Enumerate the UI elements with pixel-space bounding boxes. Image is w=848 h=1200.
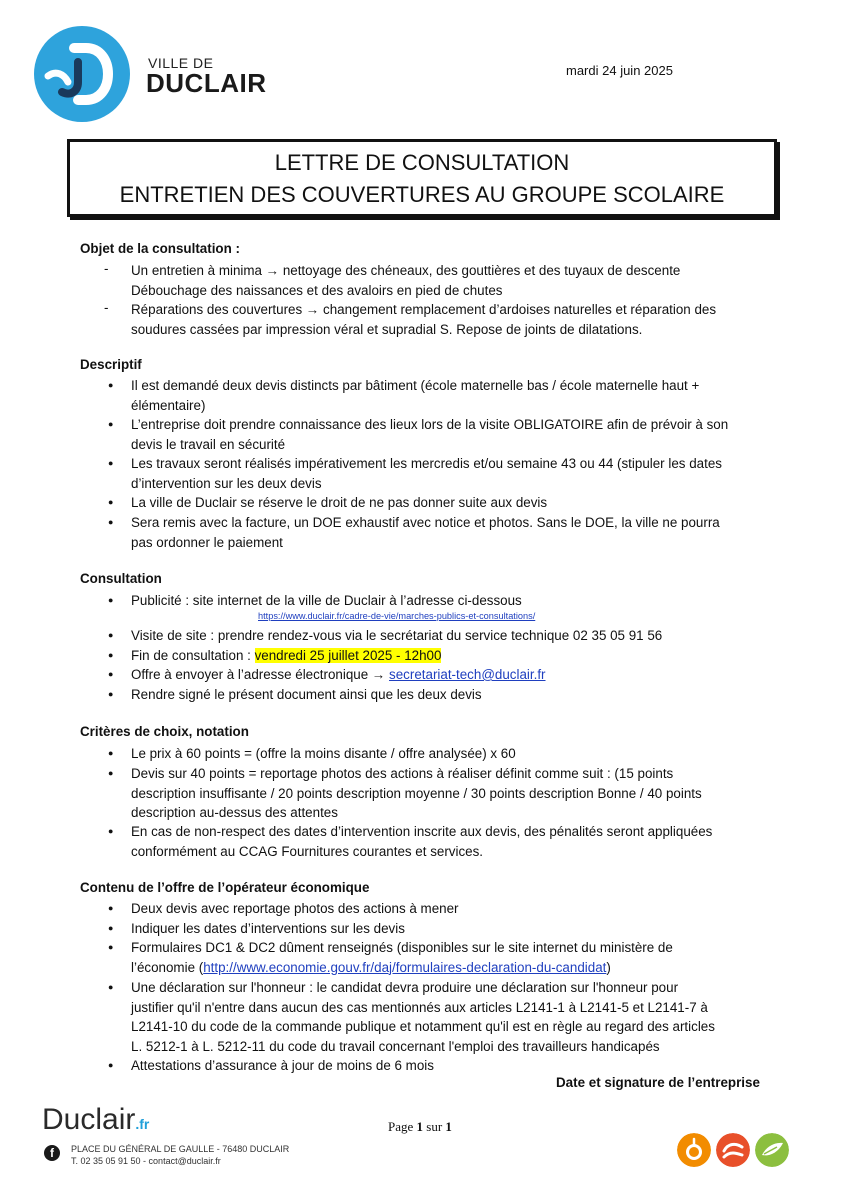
duclair-logo-icon xyxy=(34,26,130,122)
descriptif-item-5-line-2: pas ordonner le paiement xyxy=(131,534,283,550)
objet-item-1-line-1: Un entretien à minima → nettoyage des chéneaux, des gouttières et des tuyaux de descente xyxy=(131,263,681,278)
bullet-marker: ● xyxy=(108,982,114,992)
envoi-label: Offre à envoyer à l’adresse électronique → xyxy=(131,667,390,682)
bullet-marker: ● xyxy=(108,630,114,640)
footer-brand-suffix: .fr xyxy=(135,1116,150,1132)
section-heading-contenu: Contenu de l’offre de l’opérateur économique xyxy=(80,880,370,895)
formulaires-prefix: l’économie ( xyxy=(131,959,204,975)
orange-badge-icon xyxy=(677,1133,711,1167)
contenu-item-declaration-line-1: Une déclaration sur l'honneur : le candidat devra produire une déclaration sur l'honneur pour xyxy=(131,980,679,995)
footer-address-line-1: PLACE DU GÉNÉRAL DE GAULLE - 76480 DUCLAIR xyxy=(71,1144,290,1154)
criteres-item-devis-line-2: description insuffisante / 20 points description moyenne / 30 points description Bonne / 40 points xyxy=(131,785,702,801)
contenu-item-formulaires-line-2 xyxy=(131,958,771,978)
title-line-2: ENTRETIEN DES COUVERTURES AU GROUPE SCOLAIRE xyxy=(119,182,725,207)
consultation-item-rendre: Rendre signé le présent document ainsi que les deux devis xyxy=(131,687,482,702)
bullet-marker: ● xyxy=(108,458,114,468)
contenu-item-assurance: Attestations d’assurance à jour de moins de 6 mois xyxy=(131,1058,434,1073)
objet-item-2-line-1: Réparations des couvertures → changement remplacement d’ardoises naturelles et réparation des xyxy=(131,302,717,317)
bullet-marker: ● xyxy=(108,517,114,527)
bullet-marker: ● xyxy=(108,497,114,507)
objet-item-1 xyxy=(131,261,771,300)
consultation-item-publicite: Publicité : site internet de la ville de Duclair à l’adresse ci-dessous xyxy=(131,593,522,608)
contenu-item-declaration-line-4: L. 5212-1 à L. 5212-11 du code du travail concernant l'emploi des travailleurs handicapés xyxy=(131,1039,660,1055)
bullet-marker: ● xyxy=(108,942,114,952)
criteres-item-penalites-line-1: En cas de non-respect des dates d’intervention inscrite aux devis, des pénalités seront appliquées xyxy=(131,824,713,839)
section-heading-criteres: Critères de choix, notation xyxy=(80,724,249,739)
contenu-item-formulaires xyxy=(131,938,771,977)
bullet-marker: ● xyxy=(108,669,114,679)
descriptif-item-2-line-1: L’entreprise doit prendre connaissance des lieux lors de la visite OBLIGATOIRE afin de prévoir à son xyxy=(131,417,729,432)
page-mid: sur xyxy=(423,1119,446,1134)
dash-marker: - xyxy=(104,261,109,276)
document-date: mardi 24 juin 2025 xyxy=(566,63,673,78)
consultation-item-envoi xyxy=(131,665,771,685)
descriptif-item-5-line-1: Sera remis avec la facture, un DOE exhaustif avec notice et photos. Sans le DOE, la ville ne pourra xyxy=(131,515,720,530)
bullet-marker: ● xyxy=(108,903,114,913)
bullet-marker: ● xyxy=(108,923,114,933)
title-box xyxy=(67,139,777,217)
section-heading-descriptif: Descriptif xyxy=(80,357,142,372)
descriptif-item-4 xyxy=(131,493,771,513)
objet-item-2-line-2: soudures cassées par impression véral et supradial S. Repose de joints de dilatations. xyxy=(131,321,643,337)
descriptif-item-1-line-1: Il est demandé deux devis distincts par bâtiment (école maternelle bas / école maternelle haut + xyxy=(131,378,700,393)
logo-text-ville-de: VILLE DE xyxy=(148,55,214,71)
contenu-item-declaration xyxy=(131,978,771,1057)
bullet-marker: ● xyxy=(108,1060,114,1070)
bullet-marker: ● xyxy=(108,380,114,390)
consultation-item-fin xyxy=(131,646,771,666)
bullet-marker: ● xyxy=(108,768,114,778)
descriptif-item-2 xyxy=(131,415,771,454)
page-prefix: Page xyxy=(388,1119,417,1134)
criteres-item-penalites-line-2: conformément au CCAG Fournitures courantes et services. xyxy=(131,843,484,859)
consultation-url-link[interactable]: https://www.duclair.fr/cadre-de-vie/marches-publics-et-consultations/ xyxy=(258,611,536,621)
bullet-marker: ● xyxy=(108,689,114,699)
criteres-item-devis xyxy=(131,764,771,823)
footer-address-line-2: T. 02 35 05 91 50 - contact@duclair.fr xyxy=(71,1156,221,1166)
descriptif-item-2-line-2: devis le travail en sécurité xyxy=(131,436,286,452)
green-badge-icon xyxy=(755,1133,789,1167)
email-link[interactable]: secretariat-tech@duclair.fr xyxy=(389,667,546,682)
section-heading-consultation: Consultation xyxy=(80,571,162,586)
bullet-marker: ● xyxy=(108,650,114,660)
page-current: 1 xyxy=(416,1119,424,1134)
criteres-item-prix: Le prix à 60 points = (offre la moins disante / offre analysée) x 60 xyxy=(131,746,516,761)
bullet-marker: ● xyxy=(108,826,114,836)
red-badge-icon xyxy=(716,1133,750,1167)
descriptif-item-3 xyxy=(131,454,771,493)
dash-marker: - xyxy=(104,300,109,315)
footer-brand-name: Duclair xyxy=(42,1103,136,1136)
descriptif-item-3-line-1: Les travaux seront réalisés impérativement les mercredis et/ou semaine 43 ou 44 (stipuler les dates xyxy=(131,456,722,471)
objet-item-2 xyxy=(131,300,771,339)
facebook-icon[interactable]: f xyxy=(44,1145,60,1161)
economie-gouv-link[interactable]: http://www.economie.gouv.fr/daj/formulaires-declaration-du-candidat xyxy=(203,959,607,975)
section-heading-objet: Objet de la consultation : xyxy=(80,241,240,256)
logo-text-duclair: DUCLAIR xyxy=(146,68,267,98)
criteres-item-penalites xyxy=(131,822,771,861)
descriptif-item-4-line-1: La ville de Duclair se réserve le droit de ne pas donner suite aux devis xyxy=(131,495,548,510)
contenu-item-declaration-line-3: L2141-10 du code de la commande publique et notamment qu'il est en règle au regard des articles xyxy=(131,1019,715,1035)
bullet-marker: ● xyxy=(108,595,114,605)
criteres-item-devis-line-1: Devis sur 40 points = reportage photos des actions à réaliser définit comme suit : (15 points xyxy=(131,766,674,781)
fin-consultation-label: Fin de consultation : xyxy=(131,648,255,663)
descriptif-item-5 xyxy=(131,513,771,552)
descriptif-item-1-line-2: élémentaire) xyxy=(131,397,206,413)
page-number xyxy=(388,1119,452,1135)
bullet-marker: ● xyxy=(108,748,114,758)
fin-consultation-deadline: vendredi 25 juillet 2025 - 12h00 xyxy=(254,648,442,663)
title-line-1: LETTRE DE CONSULTATION xyxy=(274,150,570,175)
formulaires-suffix: ) xyxy=(606,959,611,975)
contenu-item-devis: Deux devis avec reportage photos des actions à mener xyxy=(131,901,459,916)
criteres-item-devis-line-3: description au-dessus des attentes xyxy=(131,805,338,821)
footer-address xyxy=(71,1143,289,1167)
signature-label: Date et signature de l’entreprise xyxy=(556,1075,760,1090)
footer-brand xyxy=(42,1103,149,1137)
bullet-marker: ● xyxy=(108,419,114,429)
descriptif-item-3-line-2: d’intervention sur les deux devis xyxy=(131,475,322,491)
page-total: 1 xyxy=(445,1119,452,1134)
contenu-item-dates: Indiquer les dates d’interventions sur les devis xyxy=(131,921,405,936)
contenu-item-formulaires-line-1: Formulaires DC1 & DC2 dûment renseignés (disponibles sur le site internet du ministère de xyxy=(131,940,673,955)
contenu-item-declaration-line-2: justifier qu'il n'entre dans aucun des cas mentionnés aux articles L2141-1 à L2141-5 et L2141-7 à xyxy=(131,999,708,1015)
descriptif-item-1 xyxy=(131,376,771,415)
consultation-item-visite: Visite de site : prendre rendez-vous via le secrétariat du service technique 02 35 05 91 56 xyxy=(131,628,663,643)
objet-item-1-line-2: Débouchage des naissances et des avaloirs en pied de chutes xyxy=(131,282,503,298)
